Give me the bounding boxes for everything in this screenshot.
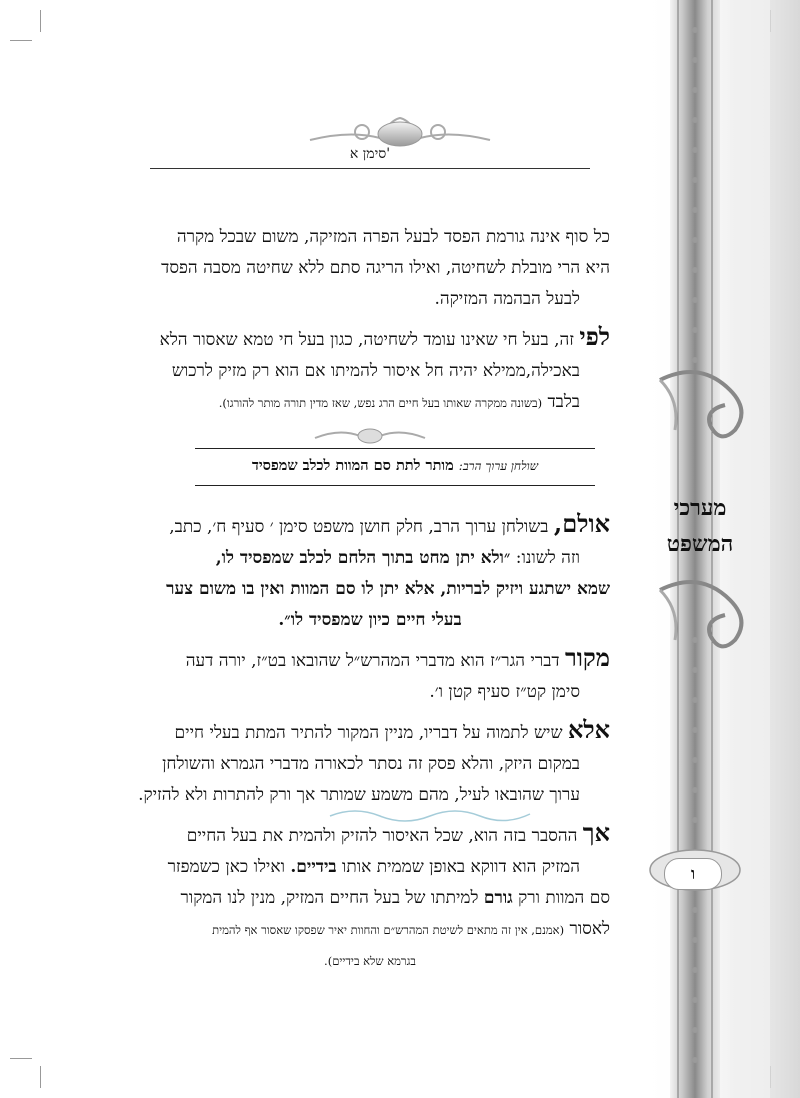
paragraph-ach-bold-1: בידיים. <box>290 857 337 877</box>
paragraph-olam-line-2 <box>130 543 610 574</box>
paragraph-ela-line-2: במקום היזק, והלא פסק זה נסתר לכאורה מדברי הגמרא והשולחן <box>162 754 580 774</box>
paragraph-ela-line-1: שיש לתמוה על דבריו, מניין המקור להתיר המתת בעלי חיים <box>174 723 568 743</box>
paragraph-1 <box>130 222 610 315</box>
paragraph-makor <box>130 642 610 708</box>
paragraph-2 <box>130 321 610 419</box>
paragraph-1-line-2: היא הרי מובלת לשחיטה, ואילו הריגה סתם ללא שחיטה מסבה הפסד <box>161 258 610 278</box>
paragraph-ach-line-2 <box>130 852 610 883</box>
paragraph-ach-line-3 <box>181 888 611 908</box>
paragraph-1-line-3: לבעל הבהמה המזיקה. <box>434 289 580 309</box>
paragraph-ach-bold-2: גורם <box>483 888 513 908</box>
paragraph-2-line-1: זה, בעל חי שאינו עומד לשחיטה, כגון בעל חי טמא שאסור הלא <box>159 330 580 350</box>
page-number: ו <box>664 858 722 890</box>
paragraph-ach-line-3-end: למיתתו של בעל החיים המזיק, מנין לנו המקור <box>180 888 484 908</box>
paragraph-olam-quote-3: בעלי חיים כיון שמפסיד לו״. <box>278 610 462 630</box>
crop-mark-bottom-left-v <box>40 1066 41 1088</box>
paragraph-ach-line-1: ההסבר בזה הוא, שכל האיסור להזיק ולהמית את בעל החיים <box>186 826 583 846</box>
paragraph-olam-line-1: בשולחן ערוך הרב, חלק חושן משפט סימן ׳ סעיף ח׳, כתב, <box>169 517 554 537</box>
paragraph-2-line-2: באכילה,ממילא יהיה חל איסור להמיתו אם הוא רק מזיק לרכוש <box>171 361 580 381</box>
side-label <box>650 490 750 562</box>
paragraph-2-lead-word: לפי <box>579 322 610 351</box>
text-block-bottom <box>130 508 610 983</box>
paragraph-olam-quote-2: שמא ישתגע ויזיק לבריות, אלא יתן לו סם המוות ואין בו משום צער <box>166 579 610 599</box>
paragraph-olam <box>130 508 610 636</box>
paragraph-ach-note-2: בגרמא שלא בידיים). <box>324 954 416 968</box>
paragraph-ach-lead-word: אך <box>582 818 610 847</box>
paragraph-2-line-3-start: בלבד <box>542 392 580 412</box>
paragraph-ach-line-4 <box>212 919 610 939</box>
header-ornament <box>300 110 500 150</box>
section-title-text: מותר לתת סם המוות לכלב שמפסיד <box>251 457 459 474</box>
paragraph-olam-lead-word: אולם, <box>553 509 610 538</box>
section-title-source: שולחן ערוך הרב: <box>458 459 539 473</box>
pencil-scribble <box>325 802 535 826</box>
crop-mark-top-left-h <box>10 40 32 41</box>
crop-mark-bottom-left-h <box>10 1058 32 1059</box>
section-ornament <box>310 420 430 448</box>
crop-mark-top-left-v <box>40 10 41 32</box>
section-title-box <box>195 448 595 486</box>
paragraph-ach-note-1: (אמנם, אין זה מתאים לשיטת המהרש״ם והחוות יאיר שפסקו שאסור אף להמית <box>212 923 565 937</box>
paragraph-ela-lead-word: אלא <box>567 715 610 744</box>
paragraph-makor-lead-word: מקור <box>565 643 610 672</box>
side-label-line-2: המשפט <box>666 531 734 557</box>
paragraph-ach-line-4-start: לאסור <box>564 919 610 939</box>
paragraph-1-line-1: כל סוף אינה גורמת הפסד לבעל הפרה המזיקה, משום שבכל מקרה <box>176 227 610 247</box>
side-label-line-1: מערכי <box>673 495 727 521</box>
paragraph-ela <box>130 714 610 811</box>
paragraph-ach-line-3-start: סם המוות ורק <box>512 888 610 908</box>
paragraph-makor-line-2: סימן קט״ז סעיף קטן ו׳. <box>429 682 580 702</box>
text-block-top <box>130 222 610 425</box>
paragraph-ach-line-2-end: ואילו כאן כשמפזר <box>167 857 291 877</box>
paragraph-olam-line-2-start: וזה לשונו: <box>510 548 580 568</box>
header-rule <box>150 168 590 169</box>
paragraph-makor-line-1: דברי הגר״ז הוא מדברי המהרש״ל שהובאו בט״ז, יורה דעה <box>185 651 565 671</box>
paragraph-olam-quote-1: ״ולא יתן מחט בתוך הלחם לכלב שמפסיד לו, <box>215 548 511 568</box>
paragraph-2-note: (בשונה ממקרה שאותו בעל חיים הרג נפש, שאז מדין תורה מותר להורגו). <box>218 396 543 410</box>
paragraph-ela-line-3: ערוך שהובאו לעיל, מהם משמע שמותר אך ורק להתרות ולא להזיק. <box>138 785 580 805</box>
paragraph-2-line-3 <box>130 387 610 419</box>
paragraph-ach <box>130 817 610 977</box>
running-head: סימן א' <box>349 146 391 162</box>
paragraph-ach-line-2-start: המזיק הוא דווקא באופן שממית אותו <box>336 857 580 877</box>
